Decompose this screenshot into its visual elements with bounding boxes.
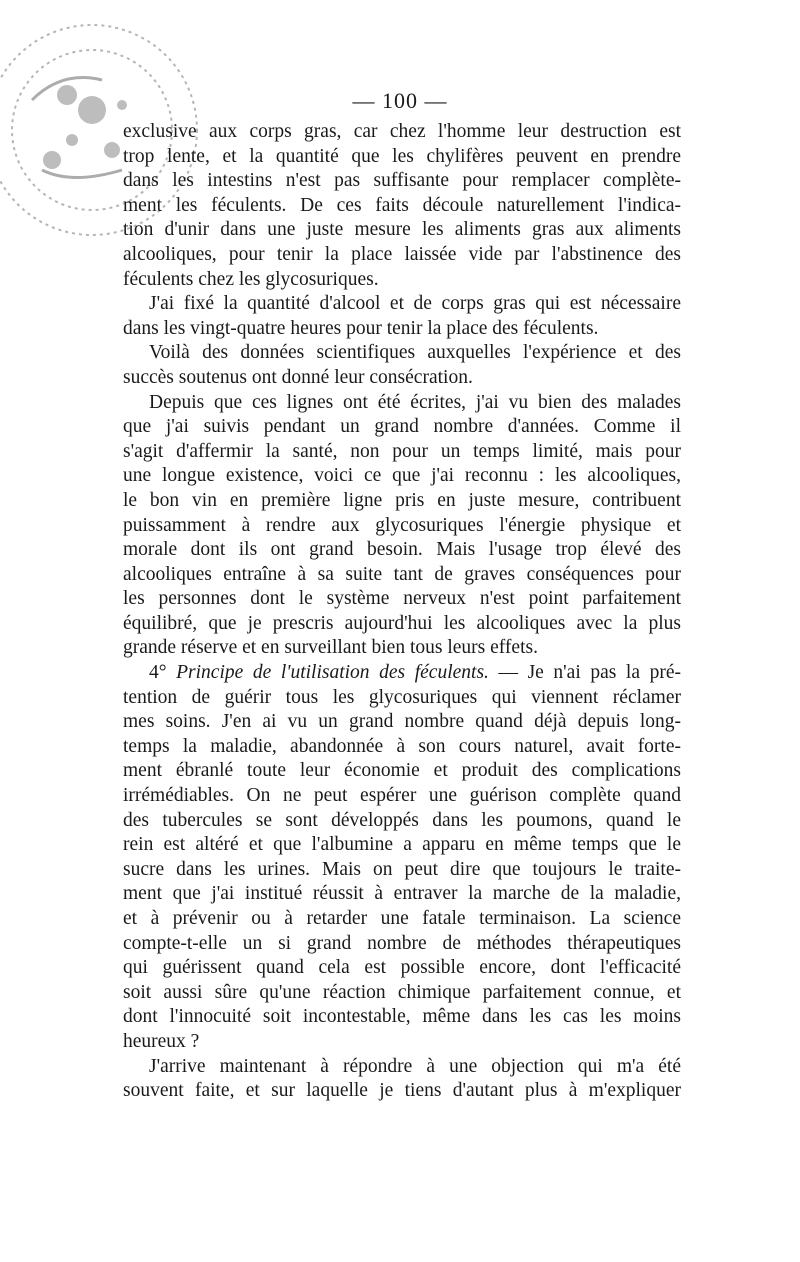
- text-line: féculents chez les glycosuriques.: [123, 268, 379, 290]
- text-line: et à prévenir ou à retarder une fatale terminaison. La science: [123, 908, 681, 929]
- text-line: que j'ai suivis pendant un grand nombre d'années. Comme il: [123, 416, 681, 438]
- text-line: les personnes dont le système nerveux n'est point parfaitement: [123, 588, 681, 610]
- text-line: souvent faite, et sur laquelle je tiens d'autant plus à m'expliquer: [123, 1080, 681, 1102]
- text-line: dans les vingt-quatre heures pour tenir la place des féculents.: [123, 317, 599, 339]
- text-line: alcooliques, pour tenir la place laissée vide par l'abstinence des: [123, 243, 681, 265]
- text-line: puissamment à rendre aux glycosuriques l'énergie physique et: [123, 514, 681, 536]
- text-line: qui guérissent quand cela est possible encore, dont l'efficacité: [123, 957, 681, 979]
- text-line: ment ébranlé toute leur économie et produit des complications: [123, 760, 681, 782]
- text-line: J'arrive maintenant à répondre à une objection qui m'a été: [149, 1055, 681, 1077]
- text-line: grande réserve et en surveillant bien tous leurs effets.: [123, 637, 538, 659]
- text-line: trop lente, et la quantité que les chylifères peuvent en prendre: [123, 145, 681, 167]
- text-line: s'agit d'affermir la santé, non pour un temps limité, mais pour: [123, 440, 681, 462]
- text-line: exclusive aux corps gras, car chez l'homme leur destruction est: [123, 121, 681, 142]
- text-line: morale dont ils ont grand besoin. Mais l'usage trop élevé des: [123, 539, 681, 561]
- text-line: mes soins. J'en ai vu un grand nombre quand déjà depuis long-: [123, 711, 681, 733]
- text-line: ment les féculents. De ces faits découle naturellement l'indica-: [123, 194, 681, 216]
- text-line: une longue existence, voici ce que j'ai reconnu : les alcooliques,: [123, 465, 681, 487]
- text-line: dont l'innocuité soit incontestable, même dans les cas les moins: [123, 1006, 681, 1028]
- section-text: — Je n'ai pas la pré-: [488, 662, 681, 684]
- text-line: des tubercules se sont développés dans les poumons, quand le: [123, 809, 681, 831]
- text-line: soit aussi sûre qu'une réaction chimique parfaitement connue, et: [123, 981, 681, 1003]
- text-line: rein est altéré et que l'albumine a apparu en même temps que le: [123, 834, 681, 856]
- section-number: 4°: [149, 662, 177, 684]
- body-text: [123, 120, 681, 1104]
- text-line: sucre dans les urines. Mais on peut dire que toujours le traite-: [123, 858, 681, 880]
- text-line: [123, 661, 681, 686]
- text-line: dans les intestins n'est pas suffisante pour remplacer complète-: [123, 170, 681, 192]
- text-line: irrémédiables. On ne peut espérer une guérison complète quand: [123, 785, 681, 807]
- text-line: le bon vin en première ligne pris en juste mesure, contribuent: [123, 489, 681, 511]
- text-line: Depuis que ces lignes ont été écrites, j'ai vu bien des malades: [149, 391, 681, 413]
- text-line: alcooliques entraîne à sa suite tant de graves conséquences pour: [123, 563, 681, 585]
- text-line: ment que j'ai institué réussit à entraver la marche de la maladie,: [123, 883, 681, 905]
- text-line: tion d'unir dans une juste mesure les aliments gras aux aliments: [123, 219, 681, 241]
- section-heading: Principe de l'utilisation des féculents.: [176, 662, 489, 684]
- text-line: équilibré, que je prescris aujourd'hui les alcooliques avec la plus: [123, 612, 681, 634]
- text-line: heureux ?: [123, 1030, 200, 1052]
- text-line: compte-t-elle un si grand nombre de méthodes thérapeutiques: [123, 932, 681, 954]
- page-number: — 100 —: [352, 88, 448, 113]
- text-line: temps la maladie, abandonnée à son cours naturel, avait forte-: [123, 735, 681, 757]
- text-line: succès soutenus ont donné leur consécration.: [123, 366, 473, 388]
- text-line: tention de guérir tous les glycosuriques qui viennent réclamer: [123, 686, 681, 708]
- text-line: Voilà des données scientifiques auxquelles l'expérience et des: [149, 342, 681, 364]
- text-line: J'ai fixé la quantité d'alcool et de corps gras qui est nécessaire: [149, 293, 681, 315]
